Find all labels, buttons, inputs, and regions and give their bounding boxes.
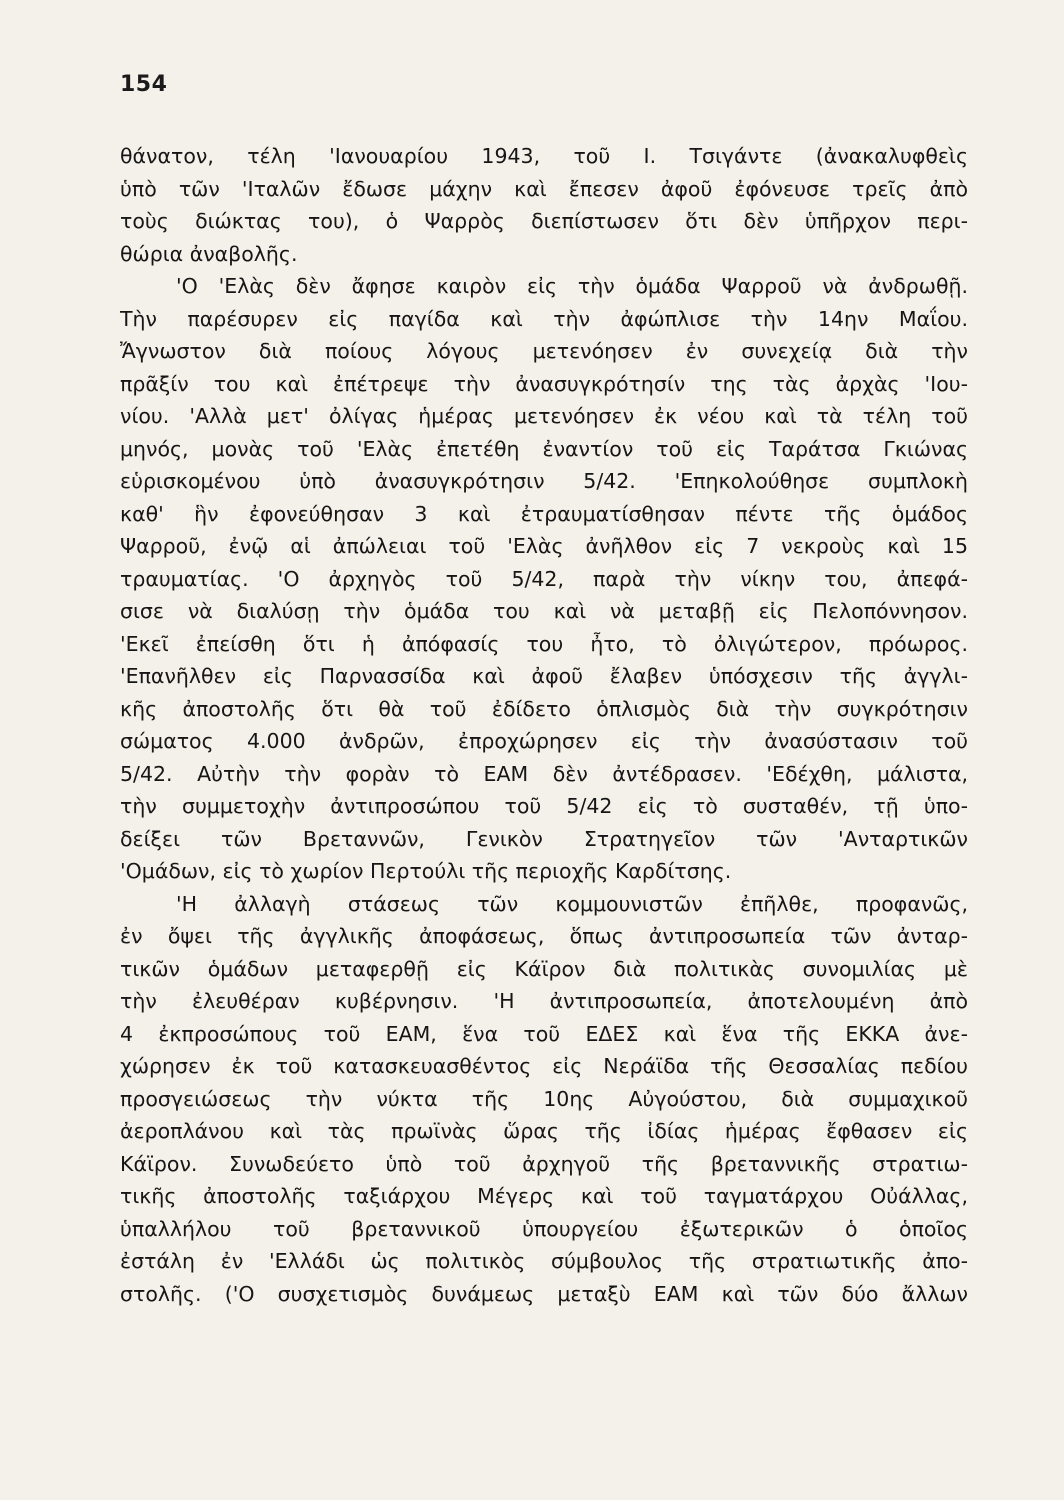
text-line: ὑπὸ τῶν 'Ιταλῶν ἔδωσε μάχην καὶ ἔπεσεν ἀφοῦ ἐφόνευσε τρεῖς ἀπὸ [120, 176, 968, 201]
text-line: Ἄγνωστον διὰ ποίους λόγους μετενόησεν ἐν συνεχείᾳ διὰ τὴν [120, 339, 968, 363]
text-line: νίου. 'Αλλὰ μετ' ὀλίγας ἡμέρας μετενόησεν ἐκ νέου καὶ τὰ τέλη τοῦ [120, 404, 968, 428]
text-line: 5/42. Αὐτὴν τὴν φορὰν τὸ ΕΑΜ δὲν ἀντέδρασεν. 'Εδέχθη, μάλιστα, [120, 761, 968, 786]
text-line: μηνός, μονὰς τοῦ 'Ελὰς ἐπετέθη ἐναντίον τοῦ εἰς Ταράτσα Γκιώνας [120, 436, 968, 461]
text-line: ἐστάλη ἐν 'Ελλάδι ὡς πολιτικὸς σύμβουλος τῆς στρατιωτικῆς ἀπο- [120, 1249, 968, 1273]
text-line: ἐν ὄψει τῆς ἀγγλικῆς ἀποφάσεως, ὅπως ἀντιπροσωπεία τῶν ἀνταρ- [120, 924, 968, 948]
text-line: τικῆς ἀποστολῆς ταξιάρχου Μέγερς καὶ τοῦ ταγματάρχου Οὐάλλας, [120, 1184, 968, 1208]
text-line: 'Η ἀλλαγὴ στάσεως τῶν κομμουνιστῶν ἐπῆλθε, προφανῶς, [176, 891, 968, 916]
text-line: στολῆς. ('Ο συσχετισμὸς δυνάμεως μεταξὺ ΕΑΜ καὶ τῶν δύο ἄλλων [120, 1281, 968, 1306]
page-number: 154 [120, 72, 168, 97]
text-line: θάνατον, τέλη 'Ιανουαρίου 1943, τοῦ Ι. Τσιγάντε (ἀνακαλυφθεὶς [120, 144, 968, 168]
text-line: πρᾶξίν του καὶ ἐπέτρεψε τὴν ἀνασυγκρότησίν της τὰς ἀρχὰς 'Ιου- [120, 371, 968, 396]
text-line: 'Επανῆλθεν εἰς Παρνασσίδα καὶ ἀφοῦ ἔλαβεν ὑπόσχεσιν τῆς ἀγγλι- [120, 664, 968, 688]
text-line: καθ' ἣν ἐφονεύθησαν 3 καὶ ἐτραυματίσθησαν πέντε τῆς ὁμάδος [120, 501, 968, 526]
text-line: 4 ἐκπροσώπους τοῦ ΕΑΜ, ἕνα τοῦ ΕΔΕΣ καὶ ἕνα τῆς ΕΚΚΑ ἀνε- [120, 1021, 968, 1046]
text-line: σώματος 4.000 ἀνδρῶν, ἐπροχώρησεν εἰς τὴν ἀνασύστασιν τοῦ [120, 729, 968, 753]
text-line: θώρια ἀναβολῆς. [120, 241, 298, 266]
text-line: ἀεροπλάνου καὶ τὰς πρωϊνὰς ὥρας τῆς ἰδίας ἡμέρας ἔφθασεν εἰς [120, 1119, 968, 1143]
text-line: Τὴν παρέσυρεν εἰς παγίδα καὶ τὴν ἀφώπλισε τὴν 14ην Μαΐου. [120, 306, 968, 331]
body-text [120, 140, 968, 1310]
text-line: δείξει τῶν Βρεταννῶν, Γενικὸν Στρατηγεῖον τῶν 'Ανταρτικῶν [120, 826, 968, 851]
text-line: τραυματίας. 'Ο ἀρχηγὸς τοῦ 5/42, παρὰ τὴν νίκην του, ἀπεφά- [120, 566, 968, 591]
text-line: χώρησεν ἐκ τοῦ κατασκευασθέντος εἰς Νεράϊδα τῆς Θεσσαλίας πεδίου [120, 1054, 968, 1078]
text-line: τὴν συμμετοχὴν ἀντιπροσώπου τοῦ 5/42 εἰς τὸ συσταθέν, τῇ ὑπο- [120, 794, 968, 818]
text-line: Κάϊρον. Συνωδεύετο ὑπὸ τοῦ ἀρχηγοῦ τῆς βρεταννικῆς στρατιω- [120, 1151, 968, 1176]
text-line: 'Ομάδων, εἰς τὸ χωρίον Περτούλι τῆς περιοχῆς Καρδίτσης. [120, 859, 732, 883]
text-line: σισε νὰ διαλύσῃ τὴν ὁμάδα του καὶ νὰ μεταβῇ εἰς Πελοπόννησον. [120, 599, 968, 623]
text-line: κῆς ἀποστολῆς ὅτι θὰ τοῦ ἐδίδετο ὁπλισμὸς διὰ τὴν συγκρότησιν [120, 696, 968, 721]
text-line: εὑρισκομένου ὑπὸ ἀνασυγκρότησιν 5/42. 'Επηκολούθησε συμπλοκὴ [120, 469, 968, 493]
text-line: τικῶν ὁμάδων μεταφερθῇ εἰς Κάϊρον διὰ πολιτικὰς συνομιλίας μὲ [120, 956, 968, 981]
text-line: 'Εκεῖ ἐπείσθη ὅτι ἡ ἀπόφασίς του ἦτο, τὸ ὀλιγώτερον, πρόωρος. [120, 631, 968, 656]
text-line: Ψαρροῦ, ἐνῷ αἱ ἀπώλειαι τοῦ 'Ελὰς ἀνῆλθον εἰς 7 νεκροὺς καὶ 15 [120, 534, 968, 558]
text-line: τοὺς διώκτας του), ὁ Ψαρρὸς διεπίστωσεν ὅτι δὲν ὑπῆρχον περι- [120, 209, 968, 233]
text-line: ὑπαλλήλου τοῦ βρεταννικοῦ ὑπουργείου ἐξωτερικῶν ὁ ὁποῖος [120, 1216, 968, 1241]
text-line: 'Ο 'Ελὰς δὲν ἄφησε καιρὸν εἰς τὴν ὁμάδα Ψαρροῦ νὰ ἀνδρωθῇ. [176, 274, 968, 298]
text-line: τὴν ἐλευθέραν κυβέρνησιν. 'Η ἀντιπροσωπεία, ἀποτελουμένη ἀπὸ [120, 989, 968, 1013]
text-line: προσγειώσεως τὴν νύκτα τῆς 10ης Αὐγούστου, διὰ συμμαχικοῦ [120, 1086, 968, 1111]
